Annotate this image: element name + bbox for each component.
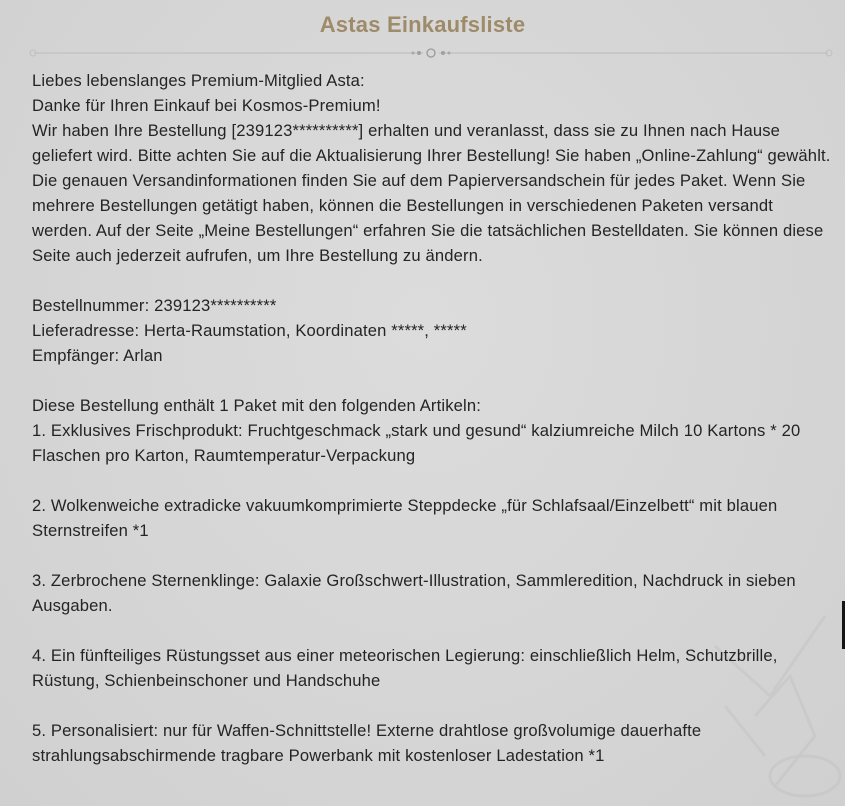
letter-body [32, 68, 832, 768]
items-intro: Diese Bestellung enthält 1 Paket mit den folgenden Artikeln: [32, 396, 482, 415]
list-item: 2. Wolkenweiche extradicke vakuumkomprimierte Steppdecke „für Schlafsaal/Einzelbett“ mit blauen Sternstreifen *1 [32, 496, 778, 540]
delivery-address: Lieferadresse: Herta-Raumstation, Koordinaten *****, ***** [32, 321, 467, 340]
recipient: Empfänger: Arlan [32, 346, 163, 365]
order-number: Bestellnummer: 239123********** [32, 296, 277, 315]
list-item: 5. Personalisiert: nur für Waffen-Schnittstelle! Externe drahtlose großvolumige dauerhafte strahlungsabschirmende tragbare Powerbank mit kostenloser Ladestation *1 [32, 721, 702, 765]
list-item: 1. Exklusives Frischprodukt: Fruchtgeschmack „stark und gesund“ kalziumreiche Milch 10 Kartons * 20 Flaschen pro Karton, Raumtemperatur-Verpackung [32, 421, 801, 465]
order-notice: Wir haben Ihre Bestellung [239123**********] erhalten und veranlasst, dass sie zu Ihnen nach Hause geliefert wird. Bitte achten Sie auf die Aktualisierung Ihrer Bestellung! Sie haben „Online-Zahlung“ gewählt. Die genauen Versandinformationen finden Sie auf dem Papierversandschein für jedes Paket. Wenn Sie mehrere Bestellungen getätigt haben, können die Bestellungen in verschiedenen Paketen versandt werden. Auf der Seite „Meine Bestellungen“ erfahren Sie die tatsächlichen Bestelldaten. Sie können diese Seite auch jederzeit aufrufen, um Ihre Bestellung zu ändern. [32, 121, 831, 265]
greeting: Liebes lebenslanges Premium-Mitglied Asta: [32, 71, 365, 90]
list-item: 4. Ein fünfteiliges Rüstungsset aus einer meteorischen Legierung: einschließlich Helm, Schutzbrille, Rüstung, Schienbeinschoner und Handschuhe [32, 646, 778, 690]
thanks-line: Danke für Ihren Einkauf bei Kosmos-Premium! [32, 96, 381, 115]
ornament-divider-icon [28, 46, 834, 60]
page-title: Astas Einkaufsliste [319, 12, 526, 37]
list-item: 3. Zerbrochene Sternenklinge: Galaxie Großschwert-Illustration, Sammleredition, Nachdruck in sieben Ausgaben. [32, 571, 796, 615]
